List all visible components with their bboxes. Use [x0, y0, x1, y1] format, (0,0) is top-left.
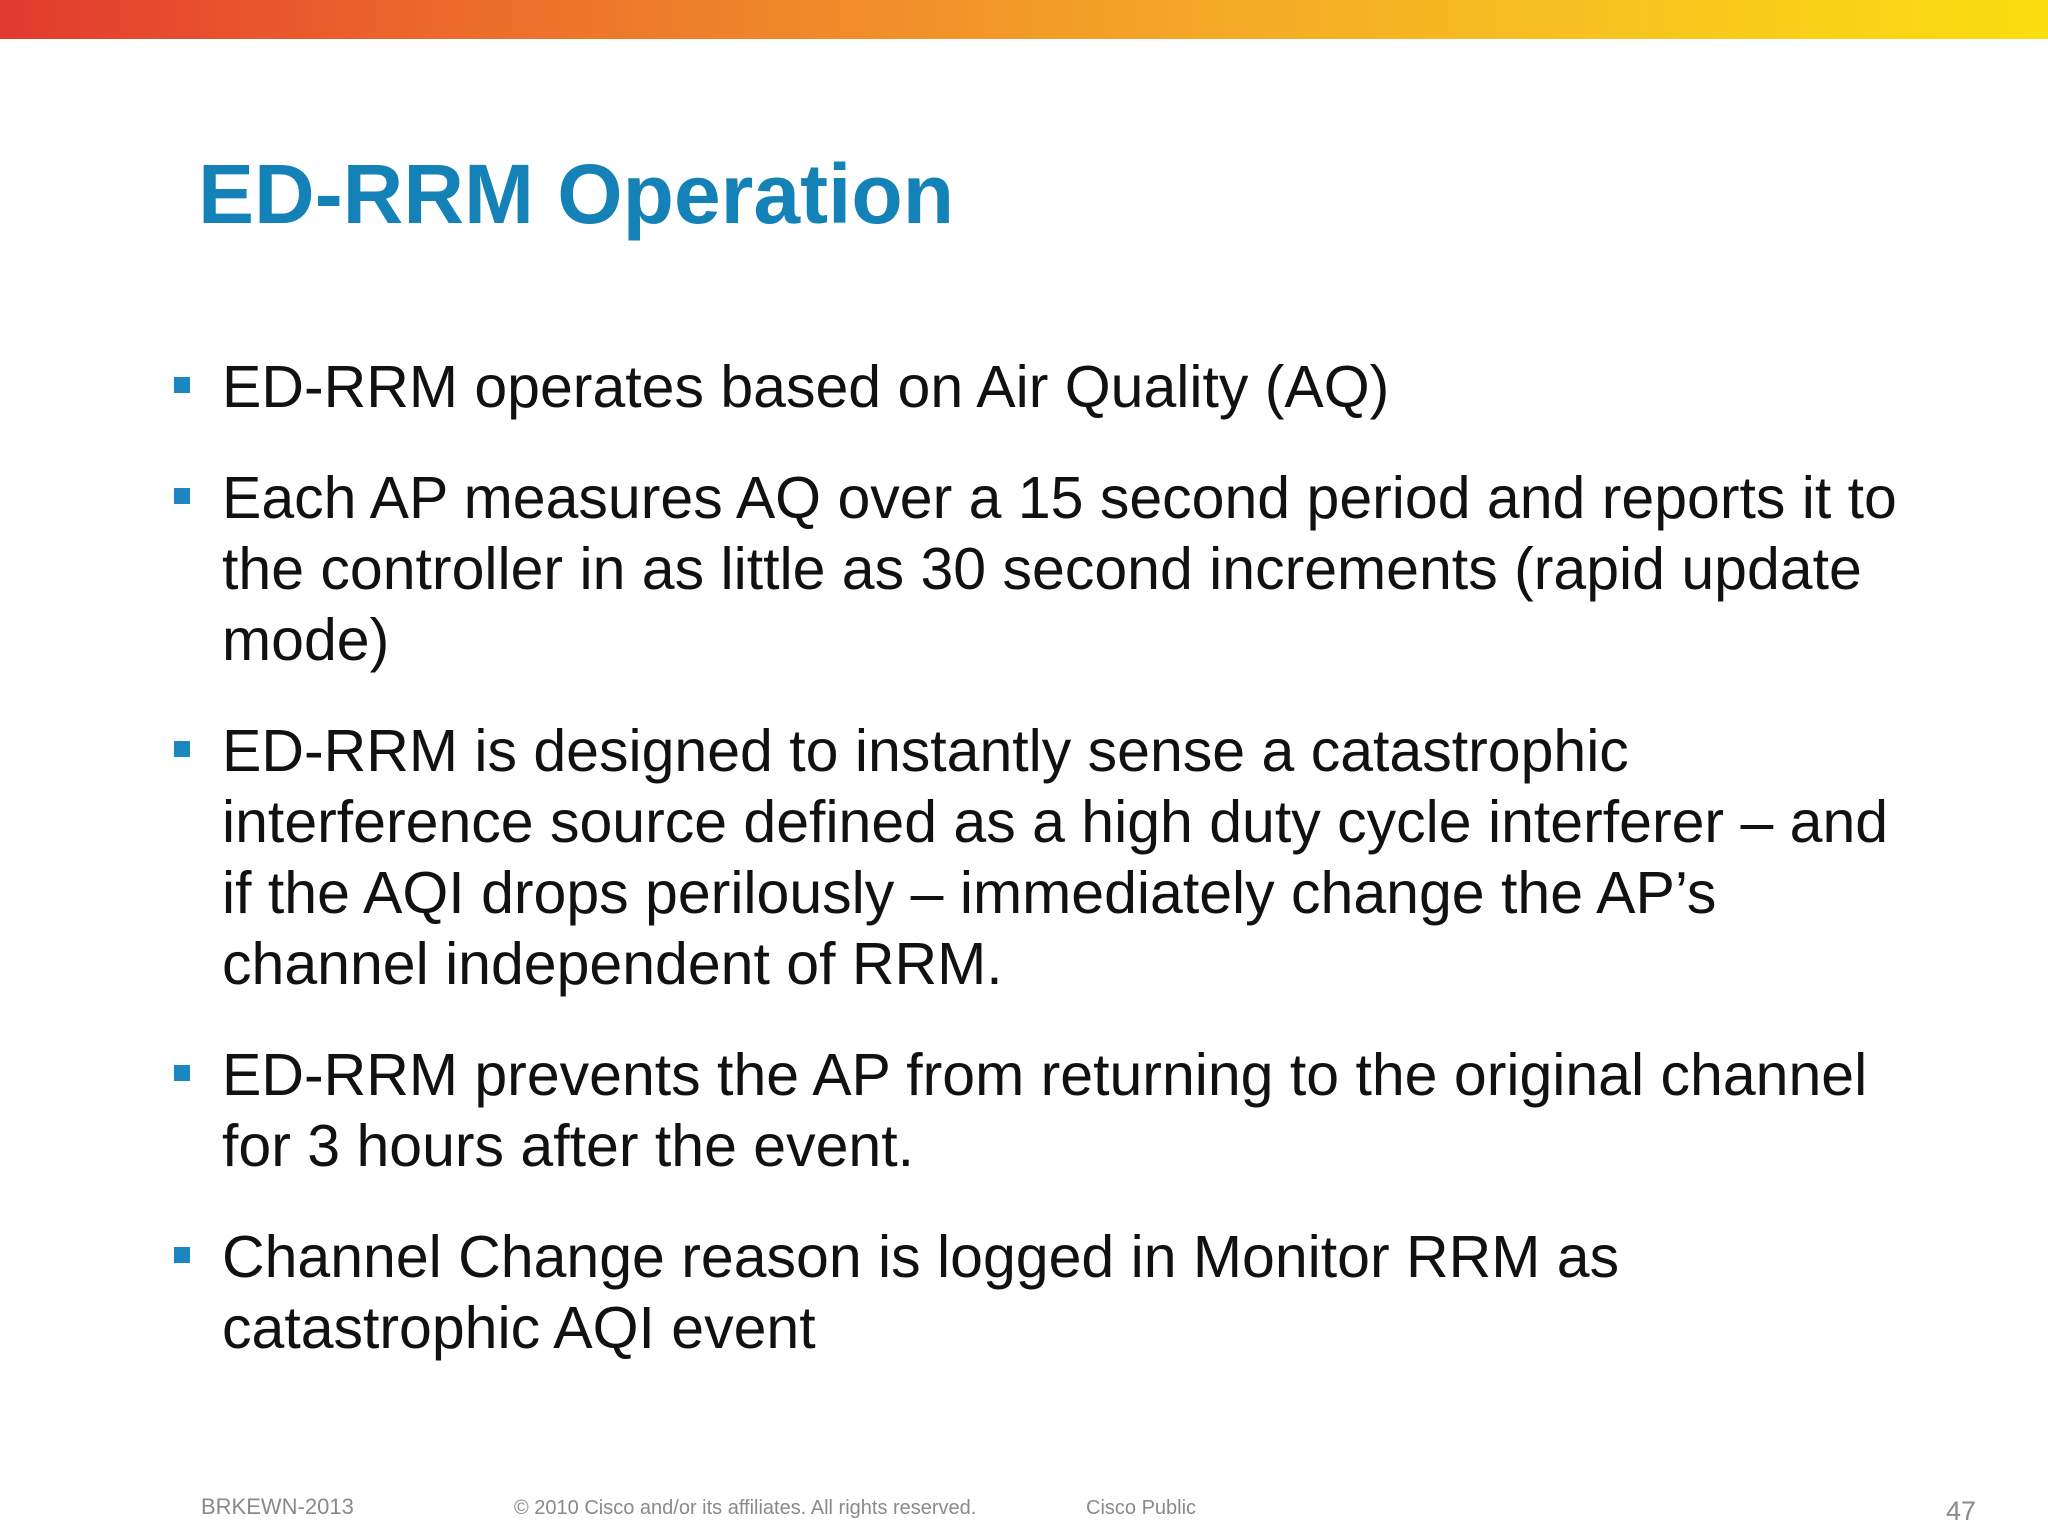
square-bullet-icon: [174, 1247, 190, 1263]
footer-session-id: BRKEWN-2013: [201, 1494, 354, 1519]
bullet-text: ED-RRM is designed to instantly sense a catastrophic interference source defined as a high duty cycle interferer – and if the AQI drops perilously – immediately change the AP’s channel independent of RRM.: [222, 718, 1889, 997]
bullet-item: [170, 1040, 1910, 1182]
bullet-item: [170, 1222, 1910, 1364]
square-bullet-icon: [174, 488, 190, 504]
footer-classification: Cisco Public: [1086, 1497, 1197, 1519]
square-bullet-icon: [174, 741, 190, 757]
page-number: 47: [1946, 1496, 1977, 1526]
square-bullet-icon: [174, 377, 190, 393]
bullet-item: [170, 352, 1910, 423]
bullet-text: Channel Change reason is logged in Monitor RRM as catastrophic AQI event: [222, 1224, 1620, 1361]
bullet-text: ED-RRM prevents the AP from returning to the original channel for 3 hours after the event.: [222, 1042, 1868, 1179]
bullet-item: [170, 463, 1910, 676]
square-bullet-icon: [174, 1065, 190, 1081]
bullet-item: [170, 716, 1910, 1000]
footer-copyright: © 2010 Cisco and/or its affiliates. All rights reserved.: [514, 1497, 977, 1519]
top-gradient-bar: [0, 0, 2048, 39]
bullet-text: Each AP measures AQ over a 15 second period and reports it to the controller in as little as 30 second increments (rapid update mode): [222, 465, 1897, 673]
bullet-list: [170, 352, 1910, 1404]
bullet-text: ED-RRM operates based on Air Quality (AQ): [222, 354, 1390, 420]
slide-title: ED-RRM Operation: [198, 147, 954, 241]
